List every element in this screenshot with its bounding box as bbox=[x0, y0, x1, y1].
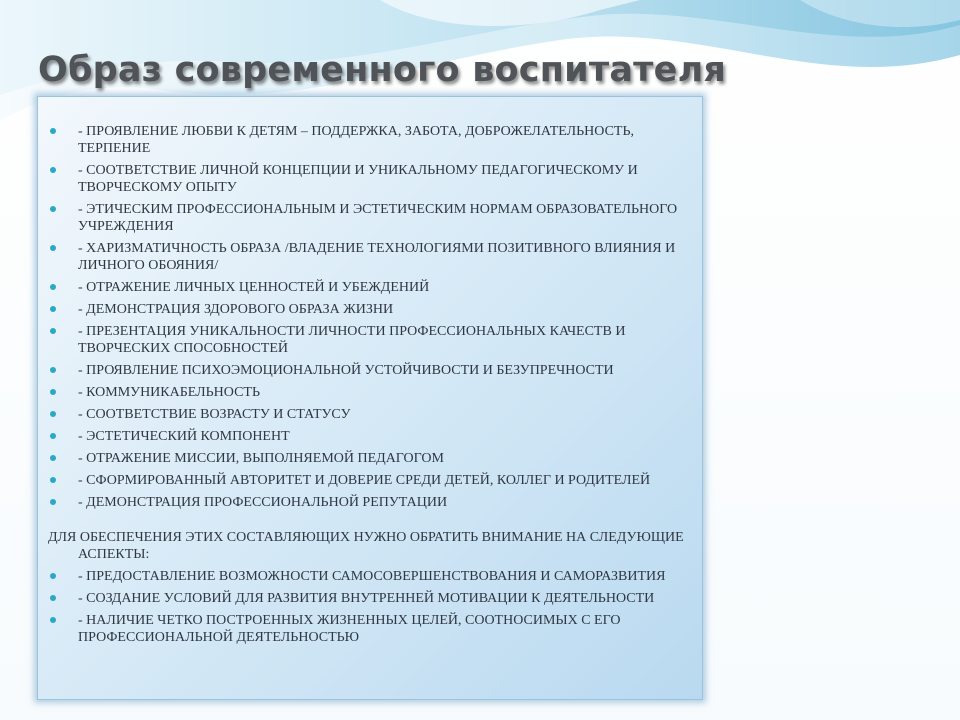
list-item bbox=[48, 123, 690, 157]
list-item bbox=[48, 362, 690, 379]
list-item-text: - ОТРАЖЕНИЕ МИССИИ, ВЫПОЛНЯЕМОЙ ПЕДАГОГОМ bbox=[78, 451, 444, 466]
list-item-text: - СОЗДАНИЕ УСЛОВИЙ ДЛЯ РАЗВИТИЯ ВНУТРЕННЕЙ МОТИВАЦИИ К ДЕЯТЕЛЬНОСТИ bbox=[78, 591, 655, 606]
bullet-icon bbox=[50, 477, 56, 483]
list-item-text: - ПРОЯВЛЕНИЕ ПСИХОЭМОЦИОНАЛЬНОЙ УСТОЙЧИВОСТИ И БЕЗУПРЕЧНОСТИ bbox=[78, 363, 614, 378]
list-item bbox=[48, 612, 690, 646]
aspects-intro-line2: АСПЕКТЫ: bbox=[78, 547, 150, 562]
aspects-intro bbox=[48, 529, 690, 563]
content-panel bbox=[37, 96, 703, 700]
qualities-list bbox=[48, 123, 690, 511]
list-item bbox=[48, 568, 690, 585]
list-item-text: - ХАРИЗМАТИЧНОСТЬ ОБРАЗА /ВЛАДЕНИЕ ТЕХНОЛОГИЯМИ ПОЗИТИВНОГО ВЛИЯНИЯ И ЛИЧНОГО ОБОЯНИЯ/ bbox=[78, 241, 676, 273]
list-item-text: - ПРЕДОСТАВЛЕНИЕ ВОЗМОЖНОСТИ САМОСОВЕРШЕНСТВОВАНИЯ И САМОРАЗВИТИЯ bbox=[78, 569, 666, 584]
bullet-icon bbox=[50, 167, 56, 173]
bullet-icon bbox=[50, 573, 56, 579]
slide-title: Образ современного воспитателя bbox=[38, 50, 727, 90]
list-item bbox=[48, 279, 690, 296]
bullet-icon bbox=[50, 499, 56, 505]
list-item-text: - ОТРАЖЕНИЕ ЛИЧНЫХ ЦЕННОСТЕЙ И УБЕЖДЕНИЙ bbox=[78, 280, 430, 295]
aspects-intro-line1: ДЛЯ ОБЕСПЕЧЕНИЯ ЭТИХ СОСТАВЛЯЮЩИХ НУЖНО ОБРАТИТЬ ВНИМАНИЕ НА СЛЕДУЮЩИЕ bbox=[48, 530, 684, 545]
list-item bbox=[48, 450, 690, 467]
list-item bbox=[48, 428, 690, 445]
list-item-text: - ДЕМОНСТРАЦИЯ ПРОФЕССИОНАЛЬНОЙ РЕПУТАЦИИ bbox=[78, 495, 448, 510]
list-item-text: - ДЕМОНСТРАЦИЯ ЗДОРОВОГО ОБРАЗА ЖИЗНИ bbox=[78, 302, 394, 317]
list-item-text: - ПРЕЗЕНТАЦИЯ УНИКАЛЬНОСТИ ЛИЧНОСТИ ПРОФЕССИОНАЛЬНЫХ КАЧЕСТВ И ТВОРЧЕСКИХ СПОСОБНОСТЕЙ bbox=[78, 324, 626, 356]
list-item bbox=[48, 201, 690, 235]
bullet-icon bbox=[50, 411, 56, 417]
bullet-icon bbox=[50, 367, 56, 373]
bullet-icon bbox=[50, 328, 56, 334]
list-item bbox=[48, 384, 690, 401]
bullet-icon bbox=[50, 389, 56, 395]
list-item bbox=[48, 406, 690, 423]
bullet-icon bbox=[50, 245, 56, 251]
bullet-icon bbox=[50, 128, 56, 134]
list-item bbox=[48, 240, 690, 274]
bullet-icon bbox=[50, 306, 56, 312]
list-item bbox=[48, 472, 690, 489]
bullet-icon bbox=[50, 595, 56, 601]
bullet-icon bbox=[50, 433, 56, 439]
list-item bbox=[48, 162, 690, 196]
aspects-list bbox=[48, 568, 690, 646]
list-item-text: - НАЛИЧИЕ ЧЕТКО ПОСТРОЕННЫХ ЖИЗНЕННЫХ ЦЕЛЕЙ, СООТНОСИМЫХ С ЕГО ПРОФЕССИОНАЛЬНОЙ ДЕЯТЕЛЬНОСТЬЮ bbox=[78, 613, 621, 645]
list-item-text: - ЭСТЕТИЧЕСКИЙ КОМПОНЕНТ bbox=[78, 429, 290, 444]
bullet-icon bbox=[50, 284, 56, 290]
bullet-icon bbox=[50, 455, 56, 461]
list-item-text: - СООТВЕТСТВИЕ ЛИЧНОЙ КОНЦЕПЦИИ И УНИКАЛЬНОМУ ПЕДАГОГИЧЕСКОМУ И ТВОРЧЕСКОМУ ОПЫТУ bbox=[78, 163, 638, 195]
list-item-text: - ПРОЯВЛЕНИЕ ЛЮБВИ К ДЕТЯМ – ПОДДЕРЖКА, ЗАБОТА, ДОБРОЖЕЛАТЕЛЬНОСТЬ, ТЕРПЕНИЕ bbox=[78, 124, 634, 156]
list-item-text: - ЭТИЧЕСКИМ ПРОФЕССИОНАЛЬНЫМ И ЭСТЕТИЧЕСКИМ НОРМАМ ОБРАЗОВАТЕЛЬНОГО УЧРЕЖДЕНИЯ bbox=[78, 202, 678, 234]
list-item bbox=[48, 301, 690, 318]
bullet-icon bbox=[50, 206, 56, 212]
list-item-text: - СФОРМИРОВАННЫЙ АВТОРИТЕТ И ДОВЕРИЕ СРЕДИ ДЕТЕЙ, КОЛЛЕГ И РОДИТЕЛЕЙ bbox=[78, 473, 651, 488]
list-item-text: - СООТВЕТСТВИЕ ВОЗРАСТУ И СТАТУСУ bbox=[78, 407, 351, 422]
list-item bbox=[48, 323, 690, 357]
list-item bbox=[48, 590, 690, 607]
list-item bbox=[48, 494, 690, 511]
list-item-text: - КОММУНИКАБЕЛЬНОСТЬ bbox=[78, 385, 260, 400]
bullet-icon bbox=[50, 617, 56, 623]
